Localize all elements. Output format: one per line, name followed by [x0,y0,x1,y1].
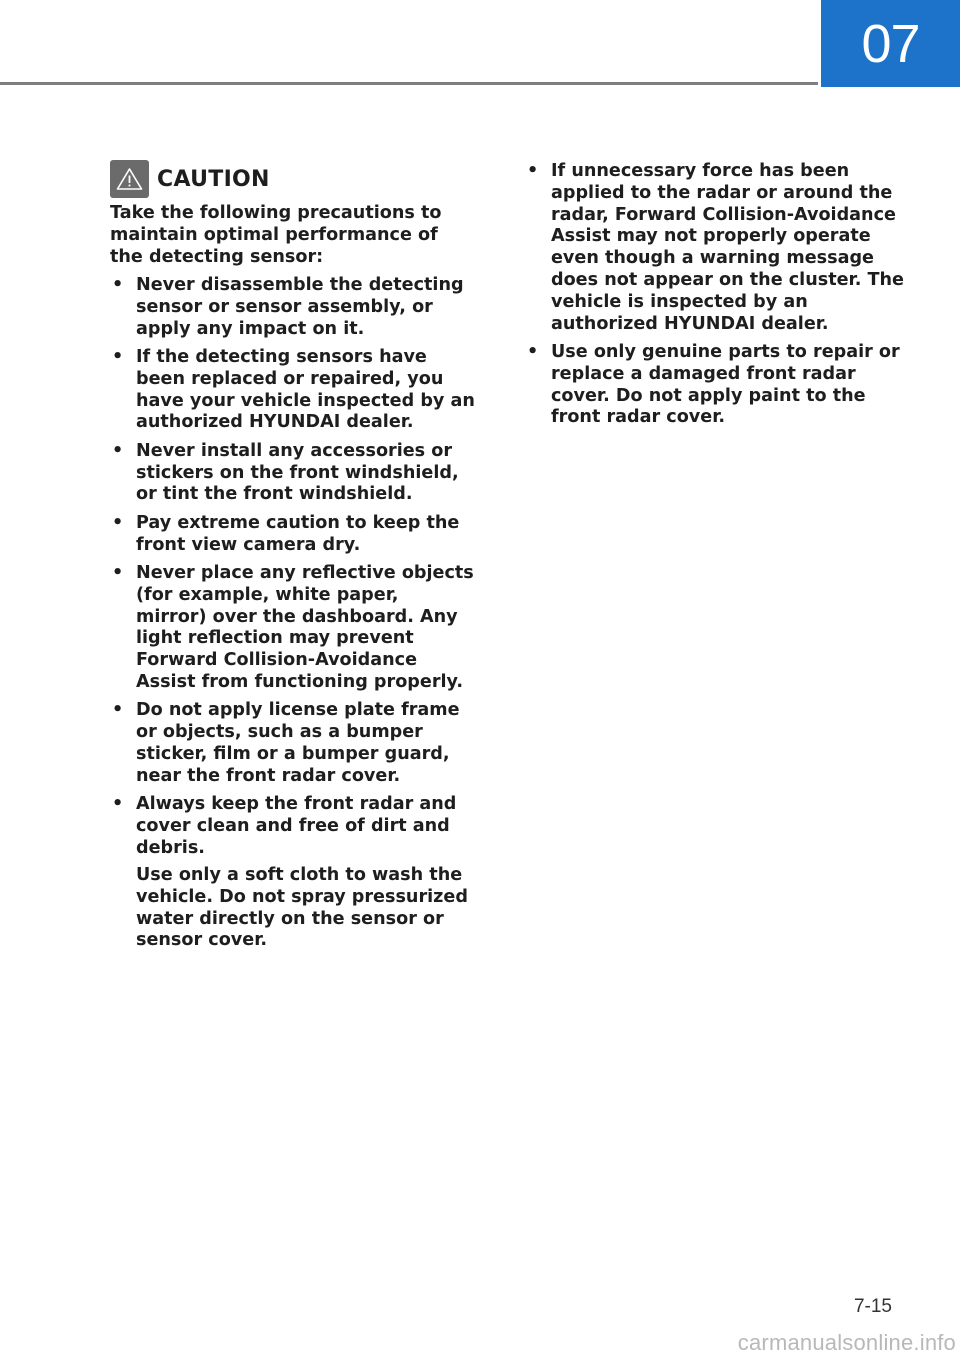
list-item: • If the detecting sensors have been replaced or repaired, you have your vehicle inspected by an authorized HYUNDAI dealer. [110,347,475,434]
caution-title: CAUTION [157,166,270,192]
list-item: • Do not apply license plate frame or objects, such as a bumper sticker, film or a bumper guard, near the front radar cover. [110,700,475,787]
caution-intro: Take the following precautions to maintain optimal performance of the detecting sensor: [110,203,442,267]
right-bullet-list [525,161,905,429]
list-item: • If unnecessary force has been applied to the radar or around the radar, Forward Collision-Avoidance Assist may not properly operate even though a warning message does not appear on the cluster. The vehicle is inspected by an authorized HYUNDAI dealer. [525,161,905,335]
header-rule [0,82,818,85]
list-item: • Never install any accessories or stickers on the front windshield, or tint the front windshield. [110,441,475,506]
list-item: • Never disassemble the detecting sensor or sensor assembly, or apply any impact on it. [110,275,475,340]
page-number: 7-15 [853,1296,892,1317]
left-bullet-list [110,275,475,859]
list-item: • Always keep the front radar and cover clean and free of dirt and debris. [110,794,475,859]
chapter-number: 07 [861,13,920,74]
right-column [525,161,905,436]
watermark: carmanualsonline.info [737,1330,956,1355]
list-item: • Use only genuine parts to repair or replace a damaged front radar cover. Do not apply paint to the front radar cover. [525,342,905,429]
warning-triangle-icon [110,160,149,198]
list-item: • Never place any reflective objects (for example, white paper, mirror) over the dashboard. Any light reflection may prevent Forward Collision-Avoidance Assist from functioning properly. [110,563,475,694]
left-column [110,275,475,952]
list-item: • Pay extreme caution to keep the front view camera dry. [110,513,475,557]
caution-header [110,160,270,198]
list-sub-paragraph: Use only a soft cloth to wash the vehicle. Do not spray pressurized water directly on the sensor or sensor cover. [136,864,468,951]
chapter-tab [821,0,960,87]
